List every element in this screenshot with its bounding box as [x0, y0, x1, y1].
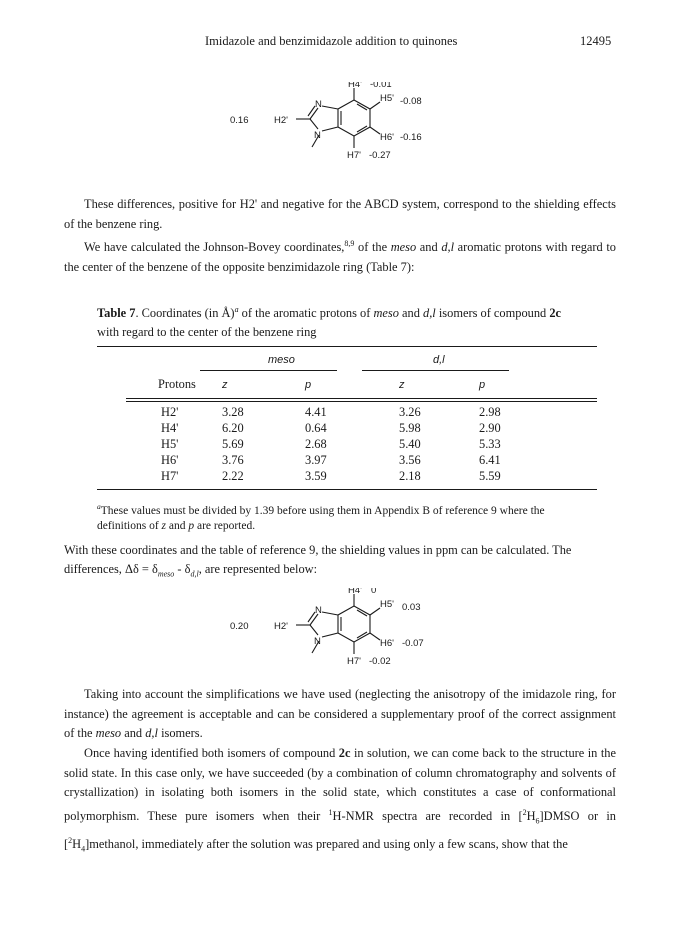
h6-shift-value: -0.07 [402, 638, 424, 649]
h5-shift-value: 0.03 [402, 602, 421, 613]
h6-label: H6' [380, 132, 394, 143]
h7-shift-value: -0.02 [369, 656, 391, 667]
page-number: 12495 [580, 34, 612, 48]
meso-p-cell: 2.68 [305, 437, 327, 451]
h7-shift-value: -0.27 [369, 150, 391, 161]
meso-group-rule [200, 370, 337, 371]
dl-z-cell: 3.26 [399, 405, 421, 419]
h5-label: H5' [380, 93, 394, 104]
h5-shift-value: -0.08 [400, 96, 422, 107]
paragraph-johnson-bovey: We have calculated the Johnson-Bovey coordinates,$^{8,9}$ of the meso and d,l aromatic protons with regard to the center of the benzene of the opposite benzimidazole ring (Table 7): [64, 239, 616, 274]
paragraph-solid-state: Once having identified both isomers of compound 2c in solution, we can come back to the structure in the solid state. In this case only, we have succeeded (by a combination of column chromatography and solvents of crystallization) in isolating both isomers in the solid state, which constitutes a case of conformational polymorphism. These pure isomers when their $^1$H-NMR spectra are recorded in $[^2H_6]DMSO$ or in $[^2H_4]methanol$, immediately after the solution was prepared and using only a few scans, show that the [64, 746, 616, 854]
h4-label: H4' [348, 82, 362, 90]
table-7-caption: Table 7. Coordinates (in Å)$^a$ of the aromatic protons of meso and d,l isomers of compound 2c with regard to the center of the benzene ring [97, 305, 562, 340]
h4-label: H4' [348, 588, 362, 596]
dl-z-cell: 2.18 [399, 469, 421, 483]
paragraph-agreement: Taking into account the simplifications we have used (neglecting the anisotropy of the imidazole ring, for instance) the agreement is acceptable and can be considered a supplementary proof of the correct assignment of the meso and d,l isomers. [64, 687, 616, 740]
h6-label: H6' [380, 638, 394, 649]
column-header-meso-p: p [305, 379, 312, 391]
h4-shift-value: -0.01 [370, 82, 392, 90]
benzimidazole-structure-1 [230, 82, 450, 192]
dl-z-cell: 5.40 [399, 437, 421, 451]
n-bottom-label: N [314, 130, 321, 141]
dl-p-cell: 2.98 [479, 405, 501, 419]
column-header-meso-z: z [222, 379, 228, 391]
table-footnote: $^a$These values must be divided by 1.39 before using them in Appendix B of reference 9 where the definitions of z and p are reported. [97, 502, 545, 532]
dl-p-cell: 2.90 [479, 421, 501, 435]
h2-label: H2' [274, 115, 288, 126]
n-top-label: N [315, 605, 322, 616]
meso-p-cell: 3.59 [305, 469, 327, 483]
dl-z-cell: 5.98 [399, 421, 421, 435]
meso-p-cell: 4.41 [305, 405, 327, 419]
meso-z-cell: 5.69 [222, 437, 244, 451]
table-header-rule-1 [126, 398, 597, 399]
meso-p-cell: 3.97 [305, 453, 327, 467]
proton-cell: H6' [161, 453, 179, 467]
proton-cell: H2' [161, 405, 179, 419]
paragraph-shielding-effects: These differences, positive for H2' and negative for the ABCD system, correspond to the shielding effects of the benzene ring. [64, 197, 616, 231]
running-head-title: Imidazole and benzimidazole addition to quinones [205, 34, 458, 48]
h7-label: H7' [347, 656, 361, 667]
dl-p-cell: 5.59 [479, 469, 501, 483]
h2-label: H2' [274, 621, 288, 632]
table-top-rule [97, 346, 597, 347]
meso-p-cell: 0.64 [305, 421, 327, 435]
h7-label: H7' [347, 150, 361, 161]
table-bottom-rule [97, 489, 597, 490]
meso-z-cell: 2.22 [222, 469, 244, 483]
benzimidazole-structure-2 [230, 588, 450, 688]
column-header-dl-z: z [399, 379, 405, 391]
dl-group-rule [362, 370, 509, 371]
h6-shift-value: -0.16 [400, 132, 422, 143]
group-header-dl: d,l [433, 354, 445, 366]
proton-cell: H5' [161, 437, 179, 451]
group-header-meso: meso [268, 354, 295, 366]
table-label: Table 7 [97, 306, 136, 321]
paragraph-shielding-values: With these coordinates and the table of reference 9, the shielding values in ppm can be calculated. The differences, $\Delta\delta = \delta_{meso} - \delta_{d,l}$, are represented below: [64, 543, 572, 579]
dl-p-cell: 5.33 [479, 437, 501, 451]
column-header-protons: Protons [158, 377, 196, 391]
proton-cell: H4' [161, 421, 179, 435]
dl-z-cell: 3.56 [399, 453, 421, 467]
meso-z-cell: 3.76 [222, 453, 244, 467]
proton-cell: H7' [161, 469, 179, 483]
meso-z-cell: 3.28 [222, 405, 244, 419]
n-bottom-label: N [314, 636, 321, 647]
h2-shift-value: 0.20 [230, 621, 249, 632]
h2-shift-value: 0.16 [230, 115, 249, 126]
meso-z-cell: 6.20 [222, 421, 244, 435]
h4-shift-value: 0 [371, 588, 377, 596]
h5-label: H5' [380, 599, 394, 610]
column-header-dl-p: p [479, 379, 486, 391]
dl-p-cell: 6.41 [479, 453, 501, 467]
table-header-rule-2 [126, 401, 597, 402]
reference-superscript: 8,9 [344, 239, 355, 248]
n-top-label: N [315, 99, 322, 110]
